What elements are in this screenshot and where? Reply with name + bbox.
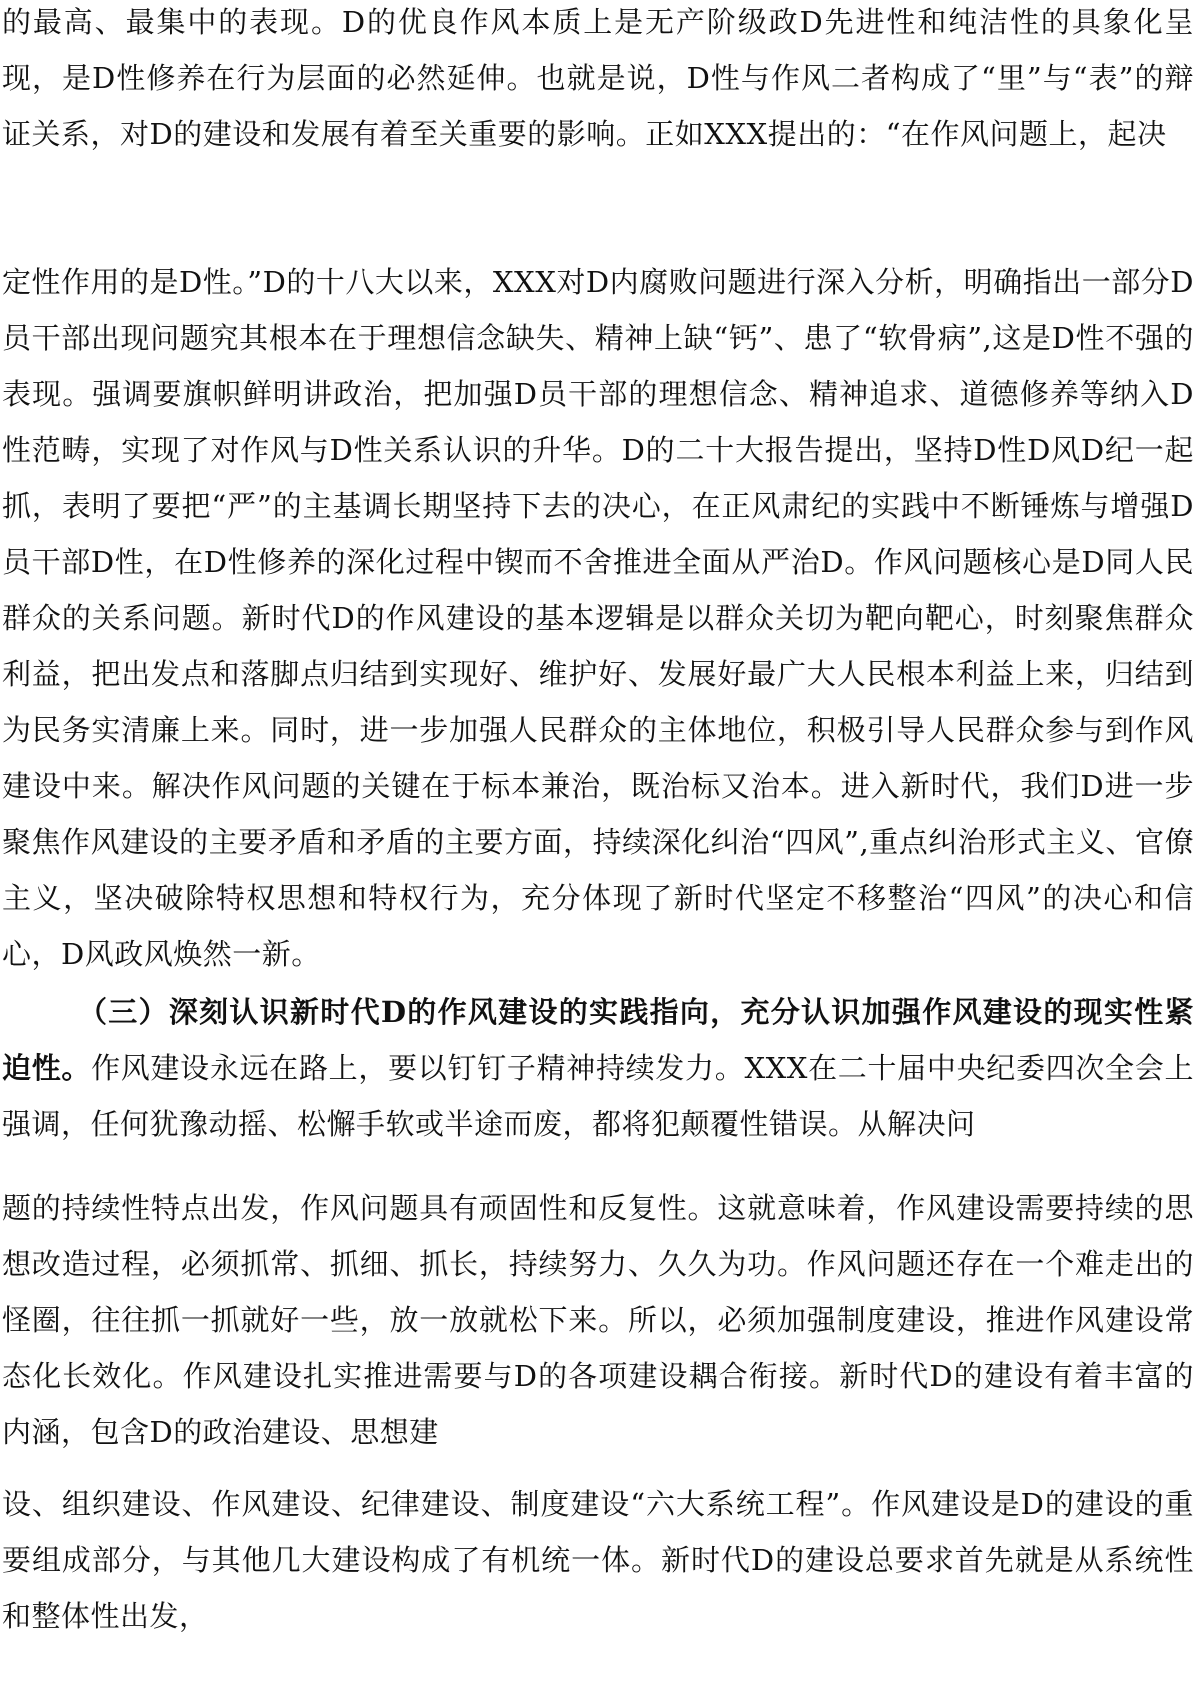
text-line: 作风建设常态化长效化。作风建设扎实推进需要与D的各项建设耦合衔接。新时代D的建 bbox=[2, 1303, 1194, 1393]
paragraph-continuation-4 bbox=[2, 1476, 1194, 1644]
text-line: 的最高、最集中的表现。D的优良作风本质上是无产阶级政D先进性和纯洁性的具象化 bbox=[2, 5, 1165, 39]
paragraph-continuation-1 bbox=[2, 0, 1194, 162]
paragraph-continuation-2 bbox=[2, 254, 1194, 982]
text-line: D员干部出现问题究其根本在于理想信念缺失、精神上缺“钙”、患了“软骨病”,这是 bbox=[2, 265, 1194, 355]
text-line: 呈现，是D性修养在行为层面的必然延伸。也就是说，D性与作风二者构成了“里”与“ bbox=[2, 5, 1194, 95]
text-line: 修养等纳入D性范畴，实现了对作风与D性关系认识的升华。D的二十大报告提出，坚持D性 bbox=[2, 377, 1194, 467]
text-line: 走出的怪圈，往往抓一抓就好一些，放一放就松下来。所以，必须加强制度建设，推进 bbox=[2, 1247, 1194, 1337]
text-line: D风D纪一起抓，表明了要把“严”的主基调长期坚持下去的决心，在正风肃纪的实践中 bbox=[2, 433, 1194, 523]
text-line: 设有着丰富的内涵，包含D的政治建设、思想建 bbox=[2, 1359, 1194, 1449]
text-line: 向靶心，时刻聚焦群众利益，把出发点和落脚点归结到实现好、维护好、发展好最广 bbox=[2, 601, 1194, 691]
text-line: 定性作用的是D性。”D的十八大以来，XXX对D内腐败问题进行深入分析，明确指出一部分 bbox=[2, 265, 1171, 299]
text-line: 充分体现了新时代坚定不移整治“四风”的决心和信心，D风政风焕然一新。 bbox=[2, 881, 1194, 971]
paragraph-continuation-3 bbox=[2, 1180, 1194, 1460]
text-line: 设、组织建设、作风建设、纪律建设、制度建设“六大系统工程”。作风建设是D的建设的 bbox=[2, 1487, 1165, 1521]
text-line: 题上，起决 bbox=[1019, 117, 1167, 151]
text-line: 地位，积极引导人民群众参与到作风建设中来。解决作风问题的关键在于标本兼治，既 bbox=[2, 713, 1194, 803]
text-line: 表”的辩证关系，对D的建设和发展有着至关重要的影响。正如XXX提出的：“在作风问 bbox=[2, 61, 1195, 151]
text-line: 题的持续性特点出发，作风问题具有顽固性和反复性。这就意味着，作风建设需要持续的 bbox=[2, 1191, 1165, 1225]
section-heading-continuation: 迫性。 bbox=[2, 1051, 92, 1085]
text-line: 上强调，任何犹豫动摇、松懈手软或半途而废，都将犯颠覆性错误。从解决问 bbox=[2, 1051, 1194, 1141]
text-line: D性不强的表现。强调要旗帜鲜明讲政治，把加强D员干部的理想信念、精神追求、道德 bbox=[2, 321, 1194, 411]
text-line: 思想改造过程，必须抓常、抓细、抓长，持续努力、久久为功。作风问题还存在一个难 bbox=[2, 1191, 1194, 1281]
text-line: 重要组成部分，与其他几大建设构成了有机统一体。新时代D的建设总要求首先就是从系 bbox=[2, 1487, 1194, 1577]
section-heading: （三）深刻认识新时代D的作风建设的实践指向，充分认识加强作风建设的现实性紧 bbox=[78, 995, 1194, 1029]
text-line: 持续深化纠治“四风”,重点纠治形式主义、官僚主义，坚决破除特权思想和特权行为， bbox=[2, 825, 1194, 915]
text-line: 不断锤炼与增强D员干部D性，在D性修养的深化过程中锲而不舍推进全面从严治D。作风 bbox=[2, 489, 1194, 579]
text-line: 治标又治本。进入新时代，我们D进一步聚焦作风建设的主要矛盾和矛盾的主要方面， bbox=[2, 769, 1194, 859]
text-line: 大人民根本利益上来，归结到为民务实清廉上来。同时，进一步加强人民群众的主体 bbox=[2, 657, 1194, 747]
section-three-paragraph bbox=[2, 984, 1194, 1152]
text-line: 作风建设永远在路上，要以钉钉子精神持续发力。XXX在二十届中央纪委四次全会 bbox=[91, 1051, 1165, 1085]
text-line: 统性和整体性出发， bbox=[2, 1543, 1194, 1633]
text-line: 问题核心是D同人民群众的关系问题。新时代D的作风建设的基本逻辑是以群众关切为靶 bbox=[2, 545, 1194, 635]
